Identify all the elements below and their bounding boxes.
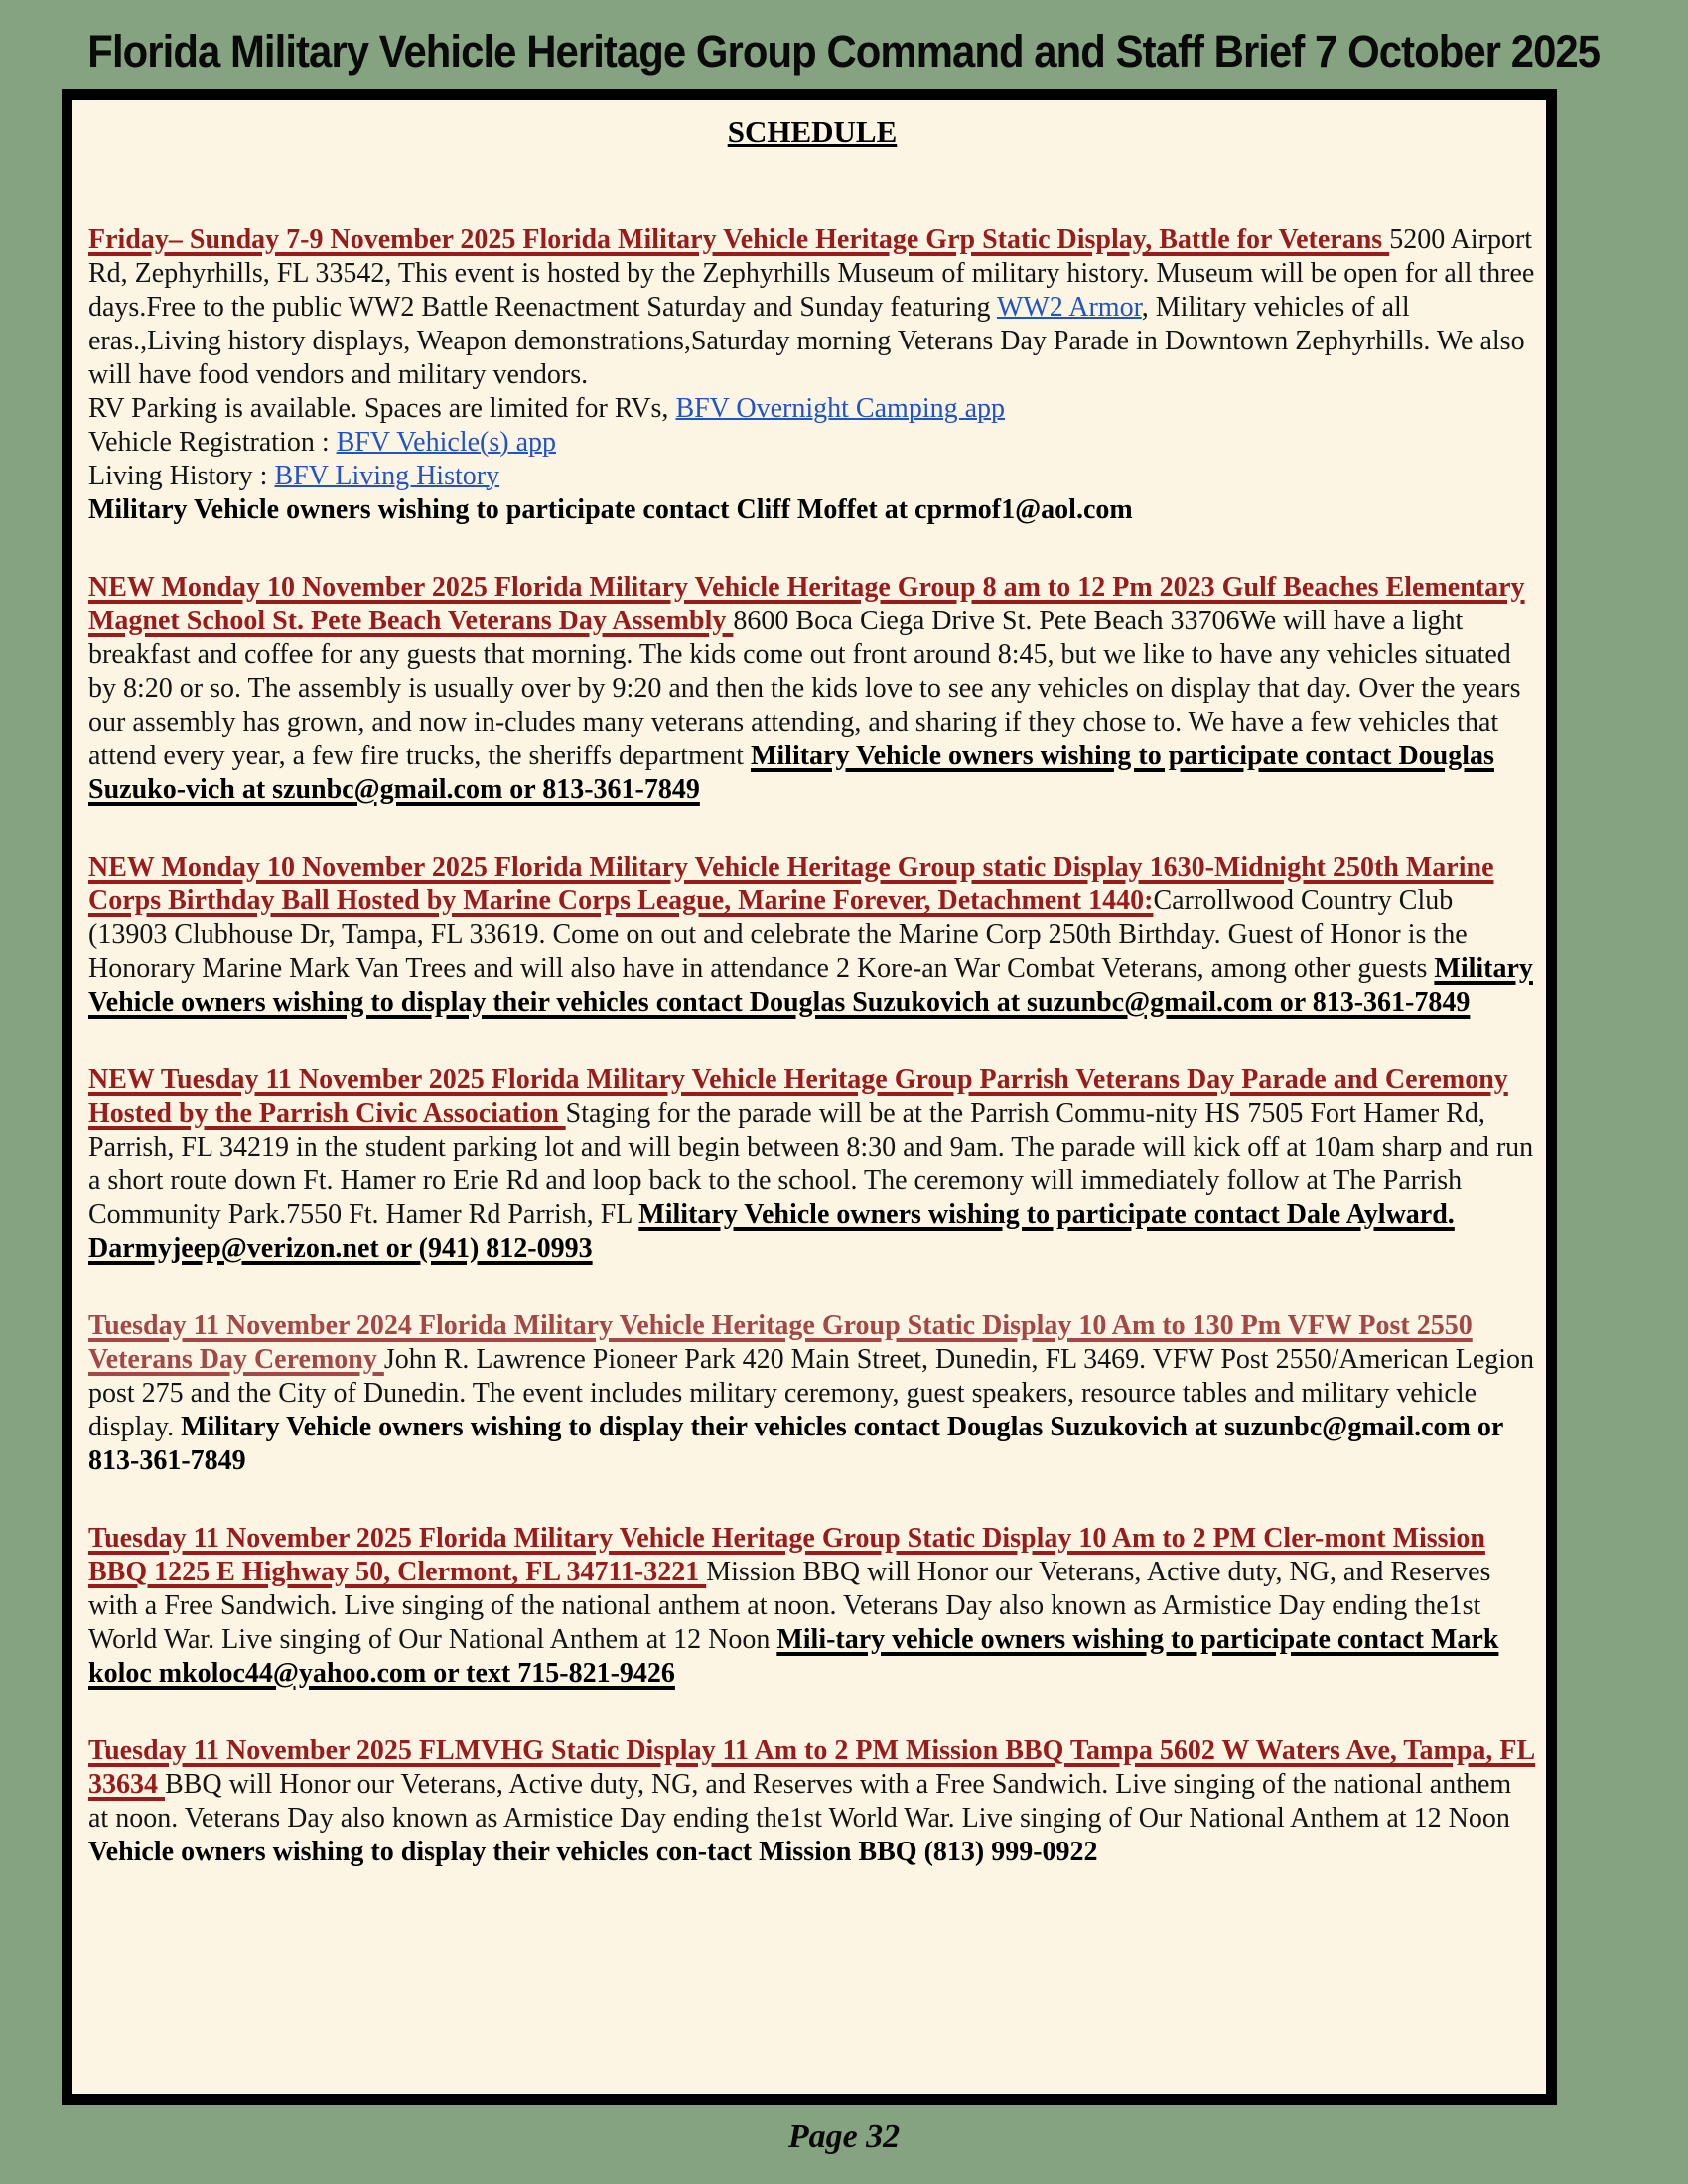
- event-heading: Tuesday 11 November 2025 Florida Military Vehicle Heritage Group Static Display 10 Am to 2 PM Cler-mont Mission BBQ 1225 E Highway 50, Clermont, FL 34711-3221: [88, 1523, 1485, 1587]
- event-body: , Military vehicles of all eras.,Living history displays, Weapon demonstrations,Saturday morning Veterans Day Parade in Downtown Zephyrhills. We also will have food vendors and military vendors.: [88, 292, 1525, 390]
- event-marine-corps-ball: [88, 851, 1536, 1020]
- contact-info: Vehicle owners wishing to display their vehicles con-tact Mission BBQ (813) 999-0922: [88, 1837, 1098, 1867]
- contact-info: Military Vehicle owners wishing to participate contact Douglas Suzuko-vich at szunbc@gmail.com or 813-361-7849: [88, 741, 1494, 805]
- living-history-label: Living History :: [88, 461, 275, 491]
- event-tampa-mission-bbq: [88, 1734, 1536, 1869]
- contact-info: Military Vehicle owners wishing to participate contact Cliff Moffet at cprmof1@aol.com: [88, 494, 1133, 525]
- contact-info: Military Vehicle owners wishing to display their vehicles contact Douglas Suzukovich at suzunbc@gmail.com or 813-361-7849: [88, 1412, 1503, 1476]
- event-heading: Tuesday 11 November 2025 FLMVHG Static Display 11 Am to 2 PM Mission BBQ Tampa 5602 W Waters Ave, Tampa, FL 33634: [88, 1735, 1536, 1800]
- event-body: John R. Lawrence Pioneer Park 420 Main Street, Dunedin, FL 3469. VFW Post 2550/American Legion post 275 and the City of Dunedin. The event includes military ceremony, guest speakers, resource tables and military vehicle display.: [88, 1344, 1535, 1442]
- event-body: 5200 Airport Rd, Zephyrhills, FL 33542, This event is hosted by the Zephyrhills Museum of military history. Museum will be open for all three days.Free to the public WW2 Battle Reenactment Saturday and Sunday featuring: [88, 224, 1535, 323]
- event-heading: Friday– Sunday 7-9 November 2025 Florida Military Vehicle Heritage Grp Static Display, Battle for Veterans: [88, 224, 1390, 255]
- masthead: [0, 0, 1688, 77]
- contact-info: Military Vehicle owners wishing to participate contact Dale Aylward. Darmyjeep@verizon.net or (941) 812-0993: [88, 1199, 1455, 1264]
- event-heading: NEW Monday 10 November 2025 Florida Military Vehicle Heritage Group static Display 1630-Midnight 250th Marine Corps Birthday Ball Hosted by Marine Corps League, Marine Forever, Detachment 1440:: [88, 852, 1494, 916]
- event-battle-for-veterans: [88, 223, 1536, 527]
- page-number: Page 32: [787, 2118, 901, 2155]
- event-clermont-mission-bbq: [88, 1522, 1536, 1691]
- event-gulf-beaches-assembly: [88, 571, 1536, 807]
- event-heading: Tuesday 11 November 2024 Florida Military Vehicle Heritage Group Static Display 10 Am to 130 Pm VFW Post 2550 Veterans Day Ceremony: [88, 1310, 1473, 1375]
- rv-parking-text: RV Parking is available. Spaces are limited for RVs,: [88, 393, 676, 424]
- contact-info: Military Vehicle owners wishing to display their vehicles contact Douglas Suzukovich at suzunbc@gmail.com or 813-361-7849: [88, 953, 1533, 1018]
- event-body: Carrollwood Country Club (13903 Clubhouse Dr, Tampa, FL 33619. Come on out and celebrate the Marine Corp 250th Birthday. Guest of Honor is the Honorary Marine Mark Van Trees and will also have in attendance 2 Kore-an War Combat Veterans, among other guests: [88, 886, 1468, 984]
- event-body: Staging for the parade will be at the Parrish Commu-nity HS 7505 Fort Hamer Rd, Parrish, FL 34219 in the student parking lot and will begin between 8:30 and 9am. The parade will kick off at 10am sharp and run a short route down Ft. Hamer ro Erie Rd and loop back to the school. The ceremony will immediately follow at The Parrish Community Park.7550 Ft. Hamer Rd Parrish, FL: [88, 1098, 1534, 1230]
- bfv-overnight-camping-link[interactable]: BFV Overnight Camping app: [675, 393, 1006, 424]
- event-heading: NEW Tuesday 11 November 2025 Florida Military Vehicle Heritage Group Parrish Veterans Day Parade and Ceremony Hosted by the Parrish Civic Association: [88, 1064, 1508, 1129]
- bfv-living-history-link[interactable]: BFV Living History: [274, 461, 500, 491]
- document-title: Florida Military Vehicle Heritage Group Command and Staff Brief 7 October 2025: [87, 26, 1601, 76]
- contact-info: Mili-tary vehicle owners wishing to participate contact Mark koloc mkoloc44@yahoo.com or text 715-821-9426: [88, 1624, 1499, 1689]
- event-vfw-post-2550: [88, 1309, 1536, 1478]
- event-body: 8600 Boca Ciega Drive St. Pete Beach 33706We will have a light breakfast and coffee for any guests that morning. The kids come out front around 8:45, but we like to have any vehicles situated by 8:20 or so. The assembly is usually over by 9:20 and then the kids love to see any vehicles on display that day. Over the years our assembly has grown, and now in-cludes many veterans attending, and sharing if they chose to. We have a few vehicles that attend every year, a few fire trucks, the sheriffs department: [88, 606, 1521, 771]
- schedule-heading: SCHEDULE: [727, 114, 898, 149]
- event-heading: NEW Monday 10 November 2025 Florida Military Vehicle Heritage Group 8 am to 12 Pm 2023 Gulf Beaches Elementary Magnet School St. Pete Beach Veterans Day Assembly: [88, 572, 1525, 636]
- document-page: [62, 89, 1557, 2105]
- bfv-vehicle-app-link[interactable]: BFV Vehicle(s) app: [336, 427, 556, 458]
- event-body: Mission BBQ will Honor our Veterans, Active duty, NG, and Reserves with a Free Sandwich. Live singing of the national anthem at noon. Veterans Day also known as Armistice Day ending the1st World War. Live singing of Our National Anthem at 12 Noon: [88, 1557, 1491, 1655]
- vehicle-registration-label: Vehicle Registration :: [88, 427, 337, 458]
- event-body: BBQ will Honor our Veterans, Active duty, NG, and Reserves with a Free Sandwich. Live singing of the national anthem at noon. Veterans Day also known as Armistice Day ending the1st World War. Live singing of Our National Anthem at 12 Noon: [88, 1769, 1512, 1834]
- event-parrish-parade: [88, 1063, 1536, 1266]
- event-list: [88, 223, 1536, 1869]
- ww2-armor-link[interactable]: WW2 Armor: [996, 292, 1142, 323]
